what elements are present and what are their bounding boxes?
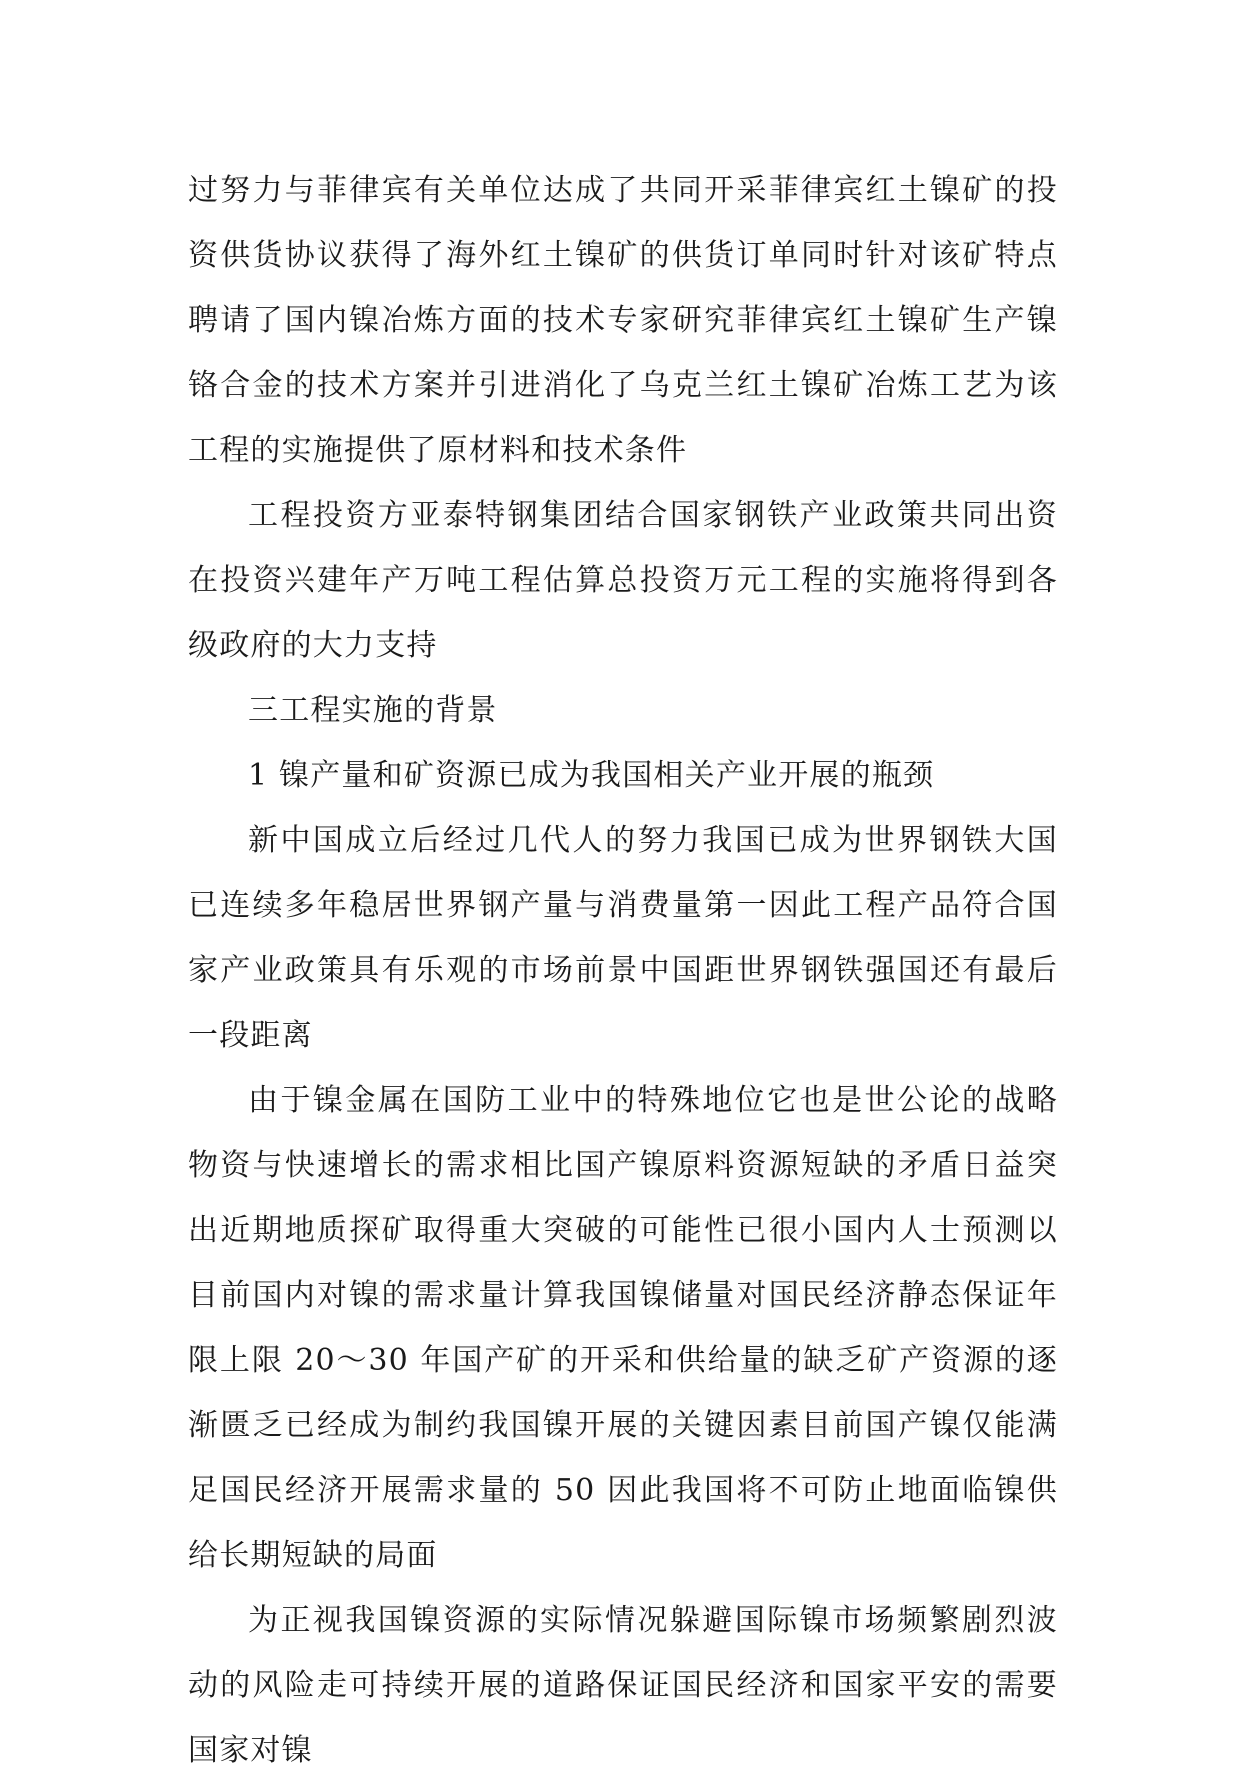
paragraph-5: 为正视我国镍资源的实际情况躲避国际镍市场频繁剧烈波动的风险走可持续开展的道路保证国民经济和国家平安的需要国家对镍: [188, 1603, 1058, 1768]
paragraph-4: 由于镍金属在国防工业中的特殊地位它也是世公论的战略物资与快速增长的需求相比国产镍原料资源短缺的矛盾日益突出近期地质探矿取得重大突破的可能性已很小国内人士预测以目前国内对镍的需求量计算我国镍储量对国民经济静态保证年限上限 20～30 年国产矿的开采和供给量的缺乏矿产资源的逐渐匮乏已经成为制约我国镍开展的关键因素目前国产镍仅能满足国民经济开展需求量的 50 因此我国将不可防止地面临镍供给长期短缺的局面: [188, 1083, 1058, 1573]
section-heading-background: 三工程实施的背景: [248, 693, 498, 728]
paragraph-3: 新中国成立后经过几代人的努力我国已成为世界钢铁大国已连续多年稳居世界钢产量与消费量第一因此工程产品符合国家产业政策具有乐观的市场前景中国距世界钢铁强国还有最后一段距离: [188, 823, 1058, 1053]
document-body: [188, 158, 1058, 1783]
paragraph-2: 工程投资方亚泰特钢集团结合国家钢铁产业政策共同出资在投资兴建年产万吨工程估算总投资万元工程的实施将得到各级政府的大力支持: [188, 498, 1058, 663]
paragraph-1: 过努力与菲律宾有关单位达成了共同开采菲律宾红土镍矿的投资供货协议获得了海外红土镍矿的供货订单同时针对该矿特点聘请了国内镍冶炼方面的技术专家研究菲律宾红土镍矿生产镍铬合金的技术方案并引进消化了乌克兰红土镍矿冶炼工艺为该工程的实施提供了原材料和技术条件: [188, 173, 1058, 468]
subsection-heading-1: 1 镍产量和矿资源已成为我国相关产业开展的瓶颈: [248, 758, 935, 793]
